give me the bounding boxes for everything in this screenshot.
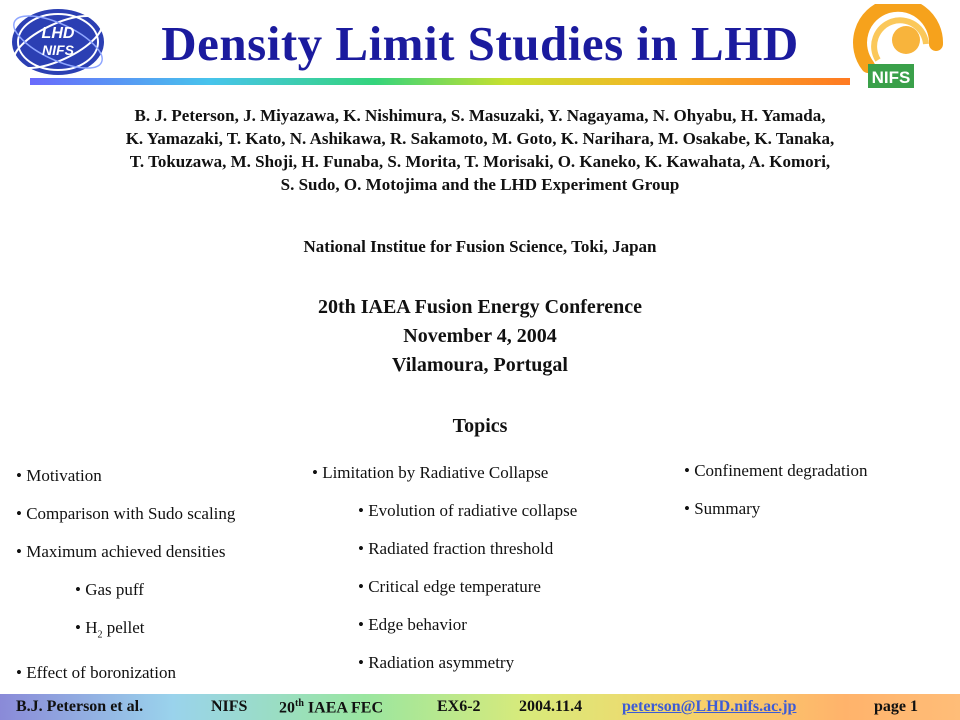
author-line: S. Sudo, O. Motojima and the LHD Experiment Group — [280, 175, 680, 194]
lhd-nifs-logo — [6, 4, 110, 80]
topics-column-3 — [684, 461, 954, 537]
author-line: K. Yamazaki, T. Kato, N. Ashikawa, R. Sakamoto, M. Goto, K. Narihara, M. Osakabe, K. Tanaka, — [125, 129, 835, 148]
topics-column-1 — [16, 466, 316, 701]
topic-subitem — [16, 618, 316, 645]
topic-subitem: • Radiated fraction threshold — [358, 539, 554, 558]
conference-info — [20, 293, 940, 380]
conference-date: November 4, 2004 — [403, 325, 557, 347]
footer-bar — [0, 694, 960, 720]
topic-item: • Summary — [684, 499, 761, 518]
footer-email-link[interactable]: peterson@LHD.nifs.ac.jp — [622, 698, 797, 715]
conference-name: 20th IAEA Fusion Energy Conference — [317, 296, 643, 318]
footer-date: 2004.11.4 — [519, 698, 583, 715]
topic-subitem: • Edge behavior — [358, 615, 467, 634]
footer-conf-num: 20 — [279, 699, 295, 717]
nifs-logo — [850, 4, 950, 90]
topic-subitem: • Radiation asymmetry — [358, 653, 515, 672]
footer-conference — [279, 698, 383, 717]
topic-item: • Comparison with Sudo scaling — [16, 504, 236, 523]
footer-page-number: page 1 — [874, 698, 918, 715]
institute: National Institue for Fusion Science, Toki, Japan — [303, 237, 657, 256]
topic-item: • Maximum achieved densities — [16, 542, 226, 561]
svg-text:NIFS: NIFS — [871, 68, 911, 87]
author-line: T. Tokuzawa, M. Shoji, H. Funaba, S. Morita, T. Morisaki, O. Kaneko, K. Kawahata, A. Komori, — [129, 152, 831, 171]
footer-conf-rest: IAEA FEC — [303, 699, 384, 717]
topics-heading: Topics — [452, 415, 508, 437]
topic-item: • Limitation by Radiative Collapse — [312, 463, 549, 482]
pellet-suffix: pellet — [102, 618, 145, 637]
topics-column-2 — [312, 463, 652, 691]
conference-location: Vilamoura, Portugal — [392, 354, 568, 376]
topic-subitem: • Critical edge temperature — [358, 577, 541, 596]
footer-conf-sup: th — [295, 698, 304, 709]
footer-org: NIFS — [211, 698, 248, 715]
svg-text:LHD: LHD — [41, 25, 75, 42]
author-list — [20, 104, 940, 196]
author-line: B. J. Peterson, J. Miyazawa, K. Nishimura, S. Masuzaki, Y. Nagayama, N. Ohyabu, H. Yamada, — [134, 106, 826, 125]
pellet-subscript: 2 — [97, 629, 103, 641]
topic-item: • Effect of boronization — [16, 663, 176, 683]
svg-text:NIFS: NIFS — [42, 42, 74, 58]
footer-paper-id: EX6-2 — [437, 698, 481, 715]
topic-item: • Confinement degradation — [684, 461, 868, 480]
topic-subitem: • Gas puff — [75, 580, 144, 599]
topic-subitem: • Evolution of radiative collapse — [358, 501, 578, 520]
topic-item: • Motivation — [16, 466, 102, 485]
footer-author: B.J. Peterson et al. — [16, 698, 144, 715]
page-title: Density Limit Studies in LHD — [161, 16, 799, 71]
pellet-prefix: • H — [75, 618, 98, 637]
title-underline — [30, 78, 850, 85]
